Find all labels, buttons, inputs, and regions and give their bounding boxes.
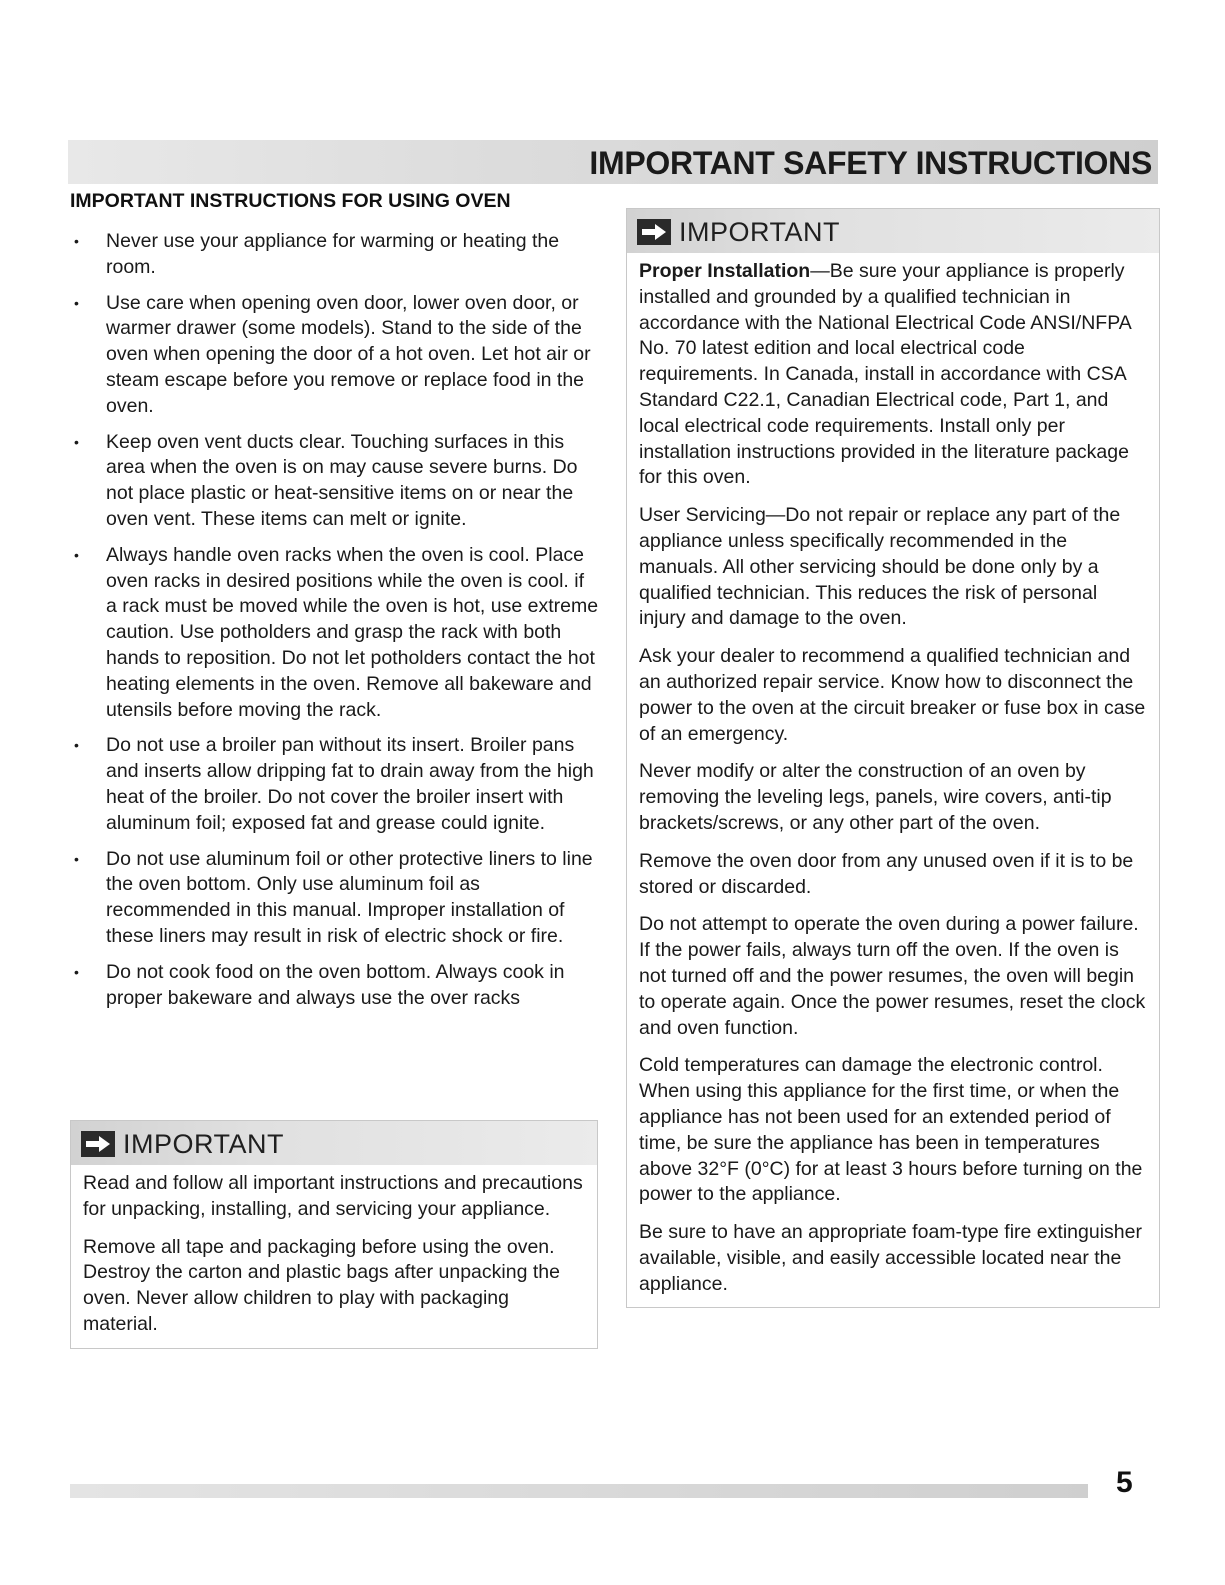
- important-title: IMPORTANT: [123, 1129, 285, 1159]
- paragraph: [639, 259, 1149, 491]
- important-body: [627, 253, 1159, 1307]
- footer-bar: [70, 1484, 1088, 1498]
- important-title: IMPORTANT: [679, 217, 841, 247]
- paragraph: Be sure to have an appropriate foam-type fire extinguisher available, visible, and easily accessible located near the appliance.: [639, 1221, 1142, 1295]
- arrow-right-icon: [81, 1131, 115, 1157]
- paragraph: Cold temperatures can damage the electronic control. When using this appliance for the first time, or when the appliance has not been used for an extended period of time, be sure the appliance has been in temperatures above 32°F (0°C) for at least 3 hours before turning on the power to the appliance.: [639, 1054, 1143, 1206]
- important-header: [627, 209, 1159, 253]
- important-body: [71, 1165, 597, 1348]
- page-banner: [68, 140, 1158, 184]
- list-item: • Do not use aluminum foil or other protective liners to line the oven bottom. Only use aluminum foil as recommended in this manual. Improper installation of these liners may result in risk of electric shock or fire.: [70, 847, 600, 950]
- list-item: • Use care when opening oven door, lower oven door, or warmer drawer (some models). Stand to the side of the oven when opening the door of a hot oven. Let hot air or steam escape before you remove or replace food in the oven.: [70, 291, 600, 420]
- banner-title: IMPORTANT SAFETY INSTRUCTIONS: [589, 145, 1152, 181]
- section-heading: IMPORTANT INSTRUCTIONS FOR USING OVEN: [70, 190, 511, 212]
- paragraph: Do not attempt to operate the oven during a power failure. If the power fails, always turn off the oven. If the oven is not turned off and the power resumes, the oven will begin to operate again. Once the power resumes, reset the clock and oven function.: [639, 913, 1146, 1039]
- important-box-left: [70, 1120, 598, 1349]
- list-item: • Always handle oven racks when the oven is cool. Place oven racks in desired positions while the oven is cool. if a rack must be moved while the oven is hot, use extreme caution. Use potholders and grasp the rack with both hands to reposition. Do not let potholders contact the hot heating elements in the oven. Remove all bakeware and utensils before moving the rack.: [70, 543, 600, 724]
- lead-text: Proper Installation: [639, 260, 811, 282]
- arrow-right-icon: [637, 219, 671, 245]
- list-item: • Keep oven vent ducts clear. Touching surfaces in this area when the oven is on may cause severe burns. Do not place plastic or heat-sensitive items on or near the oven vent. These items can melt or ignite.: [70, 430, 600, 533]
- paragraph: Remove the oven door from any unused oven if it is to be stored or discarded.: [639, 849, 1134, 898]
- page-number: 5: [1116, 1466, 1133, 1499]
- list-item: • Do not cook food on the oven bottom. Always cook in proper bakeware and always use the over racks: [70, 960, 600, 1012]
- paragraph: Read and follow all important instructions and precautions for unpacking, installing, and servicing your appliance.: [83, 1172, 583, 1220]
- paragraph: Remove all tape and packaging before using the oven. Destroy the carton and plastic bags after unpacking the oven. Never allow children to play with packaging material.: [83, 1235, 560, 1335]
- paragraph: Never modify or alter the construction of an oven by removing the leveling legs, panels, wire covers, anti-tip brackets/screws, or any other part of the oven.: [639, 760, 1112, 834]
- instruction-list: [70, 229, 600, 1011]
- important-header: [71, 1121, 597, 1165]
- list-item: • Do not use a broiler pan without its insert. Broiler pans and inserts allow dripping fat to drain away from the high heat of the broiler. Do not cover the broiler insert with aluminum foil; exposed fat and grease could ignite.: [70, 733, 600, 836]
- paragraph: Ask your dealer to recommend a qualified technician and an authorized repair service. Know how to disconnect the power to the oven at the circuit breaker or fuse box in case of an emergency.: [639, 645, 1146, 745]
- paragraph: User Servicing—Do not repair or replace any part of the appliance unless specifically recommended in the manuals. All other servicing should be done only by a qualified technician. This reduces the risk of personal injury and damage to the oven.: [639, 504, 1121, 630]
- important-box-right: [626, 208, 1160, 1308]
- left-column: [70, 190, 600, 1021]
- lead-rest: —Be sure your appliance is properly installed and grounded by a qualified technician in accordance with the National Electrical Code ANSI/NFPA No. 70 latest edition and local electrical code requirements. In Canada, install in accordance with CSA Standard C22.1, Canadian Electrical code, Part 1, and local electrical code requirements. Install only per installation instructions provided in the literature package for this oven.: [639, 260, 1131, 489]
- list-item: • Never use your appliance for warming or heating the room.: [70, 229, 600, 281]
